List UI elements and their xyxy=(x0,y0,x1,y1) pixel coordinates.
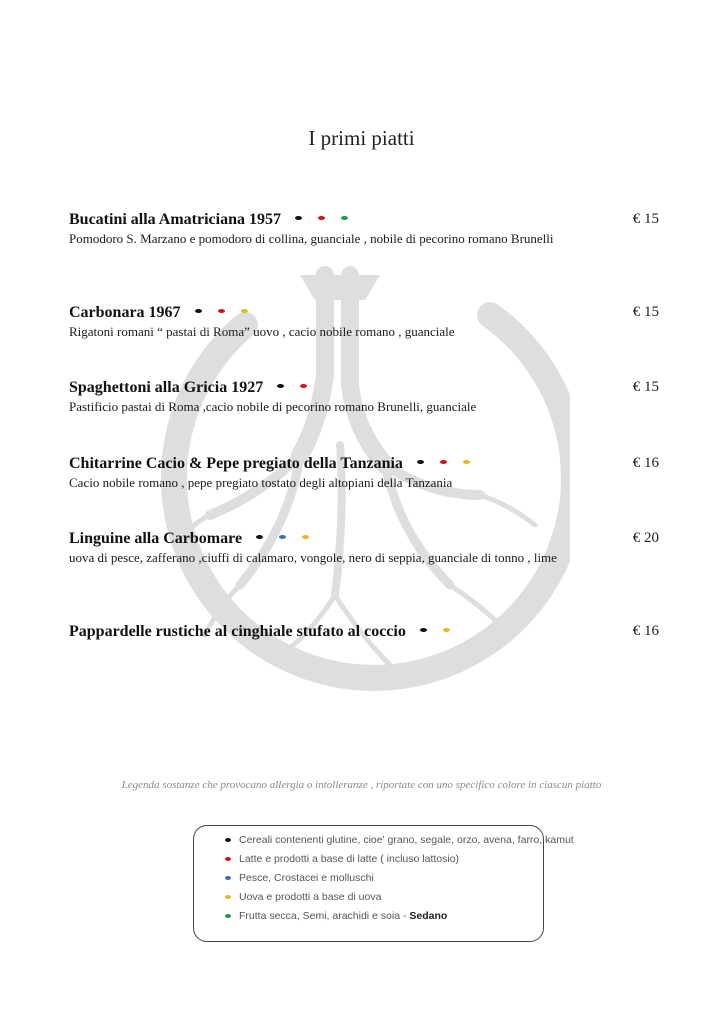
legend-item-label: Uova e prodotti a base di uova xyxy=(239,891,382,903)
legend-item xyxy=(225,831,574,850)
menu-item xyxy=(69,623,659,641)
allergen-dot-yellow-icon xyxy=(443,628,450,632)
dish-description: Pomodoro S. Marzano e pomodoro di collina, guanciale , nobile di pecorino romano Brunelli xyxy=(69,231,554,247)
allergen-dots xyxy=(195,304,264,322)
allergen-dot-blue-icon xyxy=(279,535,286,539)
dish-price: € 16 xyxy=(632,455,659,471)
allergen-dot-red-icon xyxy=(318,216,325,220)
allergen-dot-black-icon xyxy=(295,216,302,220)
menu-item xyxy=(69,530,659,566)
menu-item xyxy=(69,211,659,247)
dish-name: Bucatini alla Amatriciana 1957 xyxy=(69,211,281,228)
dish-price: € 15 xyxy=(632,211,659,227)
allergen-dots xyxy=(256,530,325,548)
dish-price: € 20 xyxy=(632,530,659,546)
dish-description: Pastificio pastai di Roma ,cacio nobile di pecorino romano Brunelli, guanciale xyxy=(69,399,477,415)
legend-item-label: Cereali contenenti glutine, cioe' grano, segale, orzo, avena, farro, kamut xyxy=(239,834,574,846)
legend-item xyxy=(225,850,574,869)
page-title: I primi piatti xyxy=(308,126,415,150)
allergen-dots xyxy=(417,455,486,473)
allergen-dot-red-icon xyxy=(218,309,225,313)
legend-dot-green-icon xyxy=(225,914,231,918)
menu-item xyxy=(69,379,659,415)
legend-dot-blue-icon xyxy=(225,876,231,880)
dish-name: Linguine alla Carbomare xyxy=(69,530,243,547)
legend-item xyxy=(225,907,574,926)
dish-name: Chitarrine Cacio & Pepe pregiato della Tanzania xyxy=(69,455,403,472)
dish-name: Spaghettoni alla Gricia 1927 xyxy=(69,379,264,396)
allergen-dot-red-icon xyxy=(440,460,447,464)
dish-name: Carbonara 1967 xyxy=(69,304,181,321)
allergen-dot-black-icon xyxy=(420,628,427,632)
allergen-dot-red-icon xyxy=(300,384,307,388)
menu-item xyxy=(69,455,659,491)
dish-description: uova di pesce, zafferano ,ciuffi di calamaro, vongole, nero di seppia, guanciale di tonno , lime xyxy=(69,550,557,566)
allergen-dot-yellow-icon xyxy=(302,535,309,539)
dish-description: Cacio nobile romano , pepe pregiato tostato degli altopiani della Tanzania xyxy=(69,475,453,491)
dish-price: € 15 xyxy=(632,379,659,395)
allergen-dots xyxy=(420,623,466,641)
dish-price: € 16 xyxy=(632,623,659,639)
legend-item-extra: Sedano xyxy=(409,910,448,922)
allergen-dot-yellow-icon xyxy=(463,460,470,464)
allergen-dots xyxy=(277,379,323,397)
legend-item-label: Latte e prodotti a base di latte ( incluso lattosio) xyxy=(239,853,460,865)
allergen-dot-yellow-icon xyxy=(241,309,248,313)
allergen-dot-green-icon xyxy=(341,216,348,220)
allergen-dots xyxy=(295,211,364,229)
allergen-dot-black-icon xyxy=(277,384,284,388)
legend-item-label: Frutta secca, Semi, arachidi e soia - xyxy=(239,910,410,922)
menu-item xyxy=(69,304,659,340)
legend-item-label: Pesce, Crostacei e molluschi xyxy=(239,872,374,884)
allergen-dot-black-icon xyxy=(417,460,424,464)
allergen-dot-black-icon xyxy=(256,535,263,539)
legend-dot-red-icon xyxy=(225,857,231,861)
legend-item xyxy=(225,869,574,888)
dish-name: Pappardelle rustiche al cinghiale stufato al coccio xyxy=(69,623,406,640)
allergen-dot-black-icon xyxy=(195,309,202,313)
allergen-legend-list xyxy=(225,831,574,926)
dish-description: Rigatoni romani “ pastai di Roma” uovo , cacio nobile romano , guanciale xyxy=(69,324,455,340)
legend-dot-yellow-icon xyxy=(225,895,231,899)
legend-item xyxy=(225,888,574,907)
allergen-legend-box xyxy=(193,825,574,942)
legend-title: Legenda sostanze che provocano allergia o intolleranze , riportate con uno specifico colore in ciascun piatto xyxy=(121,779,602,791)
dish-price: € 15 xyxy=(632,304,659,320)
legend-dot-black-icon xyxy=(225,838,231,842)
